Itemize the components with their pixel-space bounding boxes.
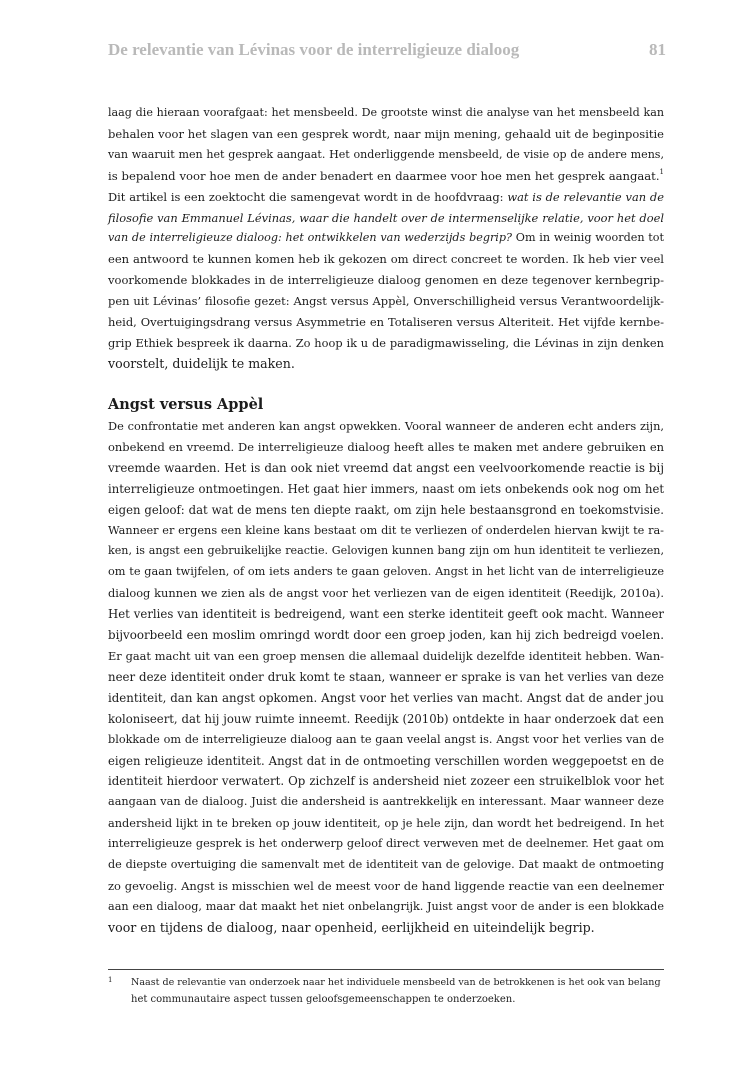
footnote bbox=[108, 974, 664, 1008]
text-line: zo gevoelig. Angst is misschien wel de meest voor de hand liggende reactie van een deelnemer bbox=[108, 878, 664, 893]
text-line bbox=[108, 208, 664, 229]
text-segment: is bepalend voor hoe men de ander benadert en daarmee voor hoe men het gesprek aangaat. bbox=[108, 168, 660, 183]
paragraph-angst bbox=[108, 416, 664, 939]
research-question-italic: wat is de relevantie van de bbox=[507, 189, 664, 204]
paragraph-intro bbox=[108, 103, 664, 375]
text-line: onbekend en vreemd. De interreligieuze dialoog heeft alles te maken met andere gebruiken en bbox=[108, 439, 664, 454]
text-line: neer deze identiteit onder druk komt te staan, wanneer er sprake is van het verlies van deze bbox=[108, 669, 664, 684]
research-question-italic: filosofie van Emmanuel Lévinas, waar die handelt over de intermenselijke relatie, voor het doel bbox=[108, 210, 664, 225]
text-line: voor en tijdens de dialoog, naar openheid, eerlijkheid en uiteindelijk begrip. bbox=[108, 919, 595, 935]
text-line: eigen religieuze identiteit. Angst dat in de ontmoeting verschillen worden weggepoetst en de bbox=[108, 753, 664, 768]
running-header bbox=[108, 40, 666, 62]
text-line: koloniseert, dat hij jouw ruimte inneemt. Reedijk (2010b) ontdekte in haar onderzoek dat een bbox=[108, 711, 664, 726]
text-segment: Dit artikel is een zoektocht die samengevat wordt in de hoofdvraag: bbox=[108, 189, 504, 204]
text-line bbox=[108, 187, 664, 208]
text-line: vreemde waarden. Het is dan ook niet vreemd dat angst een veelvoorkomende reactie is bij bbox=[108, 460, 664, 475]
text-line: Er gaat macht uit van een groep mensen die allemaal duidelijk dezelfde identiteit hebben. Wan- bbox=[108, 648, 664, 663]
footnote-text bbox=[131, 974, 664, 1008]
section-heading: Angst versus Appèl bbox=[108, 396, 264, 413]
text-line: behalen voor het slagen van een gesprek wordt, naar mijn mening, gehaald uit de beginpositie bbox=[108, 126, 664, 141]
text-line: interreligieuze ontmoetingen. Het gaat hier immers, naast om iets onbekends ook nog om het bbox=[108, 481, 664, 496]
text-line: aan een dialoog, maar dat maakt het niet onbelangrijk. Juist angst voor de ander is een blokkade bbox=[108, 899, 664, 913]
text-line: andersheid lijkt in te breken op jouw identiteit, op je hele zijn, dan wordt het bedreigend. In het bbox=[108, 816, 664, 831]
text-line: pen uit Lévinas’ filosofie gezet: Angst versus Appèl, Onverschilligheid versus Verantwoordelijk- bbox=[108, 294, 664, 309]
footnote-line: het communautaire aspect tussen geloofsgemeenschappen te onderzoeken. bbox=[131, 994, 516, 1005]
text-segment: Om in weinig woorden tot bbox=[512, 231, 664, 245]
research-question-italic: van de interreligieuze dialoog: het ontwikkelen van wederzijds begrip? bbox=[108, 231, 512, 245]
text-line bbox=[108, 166, 664, 187]
text-line: een antwoord te kunnen komen heb ik gekozen om direct concreet te worden. Ik heb vier veel bbox=[108, 252, 664, 267]
text-line: heid, Overtuigingsdrang versus Asymmetrie en Totaliseren versus Alteriteit. Het vijfde kernbe- bbox=[108, 315, 664, 330]
text-line: voorstelt, duidelijk te maken. bbox=[108, 355, 295, 371]
text-line: ken, is angst een gebruikelijke reactie. Gelovigen kunnen bang zijn om hun identiteit te verliezen, bbox=[108, 544, 664, 558]
footnote-divider bbox=[108, 969, 664, 970]
running-header-title: De relevantie van Lévinas voor de interreligieuze dialoog bbox=[108, 40, 520, 59]
text-line: identiteit hierdoor verwatert. Op zichzelf is andersheid niet zozeer een struikelblok voor het bbox=[108, 774, 664, 789]
text-line: de diepste overtuiging die samenvalt met de identiteit van de gelovige. Dat maakt de ontmoeting bbox=[108, 858, 664, 872]
text-line: voorkomende blokkades in de interreligieuze dialoog genomen en deze tegenover kernbegrip- bbox=[108, 273, 664, 288]
text-line: Wanneer er ergens een kleine kans bestaat om dit te verliezen of onderdelen hiervan kwijt te ra- bbox=[108, 523, 664, 537]
text-line: dialoog kunnen we zien als de angst voor het verliezen van de eigen identiteit (Reedijk, 2010a). bbox=[108, 586, 664, 601]
footnote-reference[interactable]: 1 bbox=[659, 167, 664, 176]
text-line bbox=[108, 228, 664, 249]
text-line: van waaruit men het gesprek aangaat. Het onderliggende mensbeeld, de visie op de andere mens, bbox=[108, 147, 664, 161]
text-line: identiteit, dan kan angst opkomen. Angst voor het verlies van macht. Angst dat de ander jou bbox=[108, 690, 664, 705]
text-line: Het verlies van identiteit is bedreigend, want een sterke identiteit geeft ook macht. Wanneer bbox=[108, 607, 664, 622]
text-line: De confrontatie met anderen kan angst opwekken. Vooral wanneer de anderen echt anders zijn, bbox=[108, 419, 664, 433]
page-number: 81 bbox=[649, 40, 666, 59]
text-line: om te gaan twijfelen, of om iets anders te gaan geloven. Angst in het licht van de interreligieuze bbox=[108, 565, 664, 579]
text-line: blokkade om de interreligieuze dialoog aan te gaan veelal angst is. Angst voor het verlies van de bbox=[108, 732, 664, 746]
text-line: aangaan van de dialoog. Juist die andersheid is aantrekkelijk en interessant. Maar wanneer deze bbox=[108, 795, 664, 809]
text-line: bijvoorbeeld een moslim omringd wordt door een groep joden, kan hij zich bedreigd voelen. bbox=[108, 628, 664, 643]
text-line: eigen geloof: dat wat de mens ten diepte raakt, om zijn hele bestaansgrond en toekomstvisie. bbox=[108, 502, 664, 517]
text-line: interreligieuze gesprek is het onderwerp geloof direct verweven met de deelnemer. Het gaat om bbox=[108, 837, 664, 851]
footnote-marker: 1 bbox=[108, 976, 113, 984]
text-line: grip Ethiek bespreek ik daarna. Zo hoop ik u de paradigmawisseling, die Lévinas in zijn denken bbox=[108, 335, 664, 350]
text-line: laag die hieraan voorafgaat: het mensbeeld. De grootste winst die analyse van het mensbeeld kan bbox=[108, 106, 664, 119]
footnote-line: Naast de relevantie van onderzoek naar het individuele mensbeeld van de betrokkenen is het ook van belang bbox=[131, 977, 661, 988]
